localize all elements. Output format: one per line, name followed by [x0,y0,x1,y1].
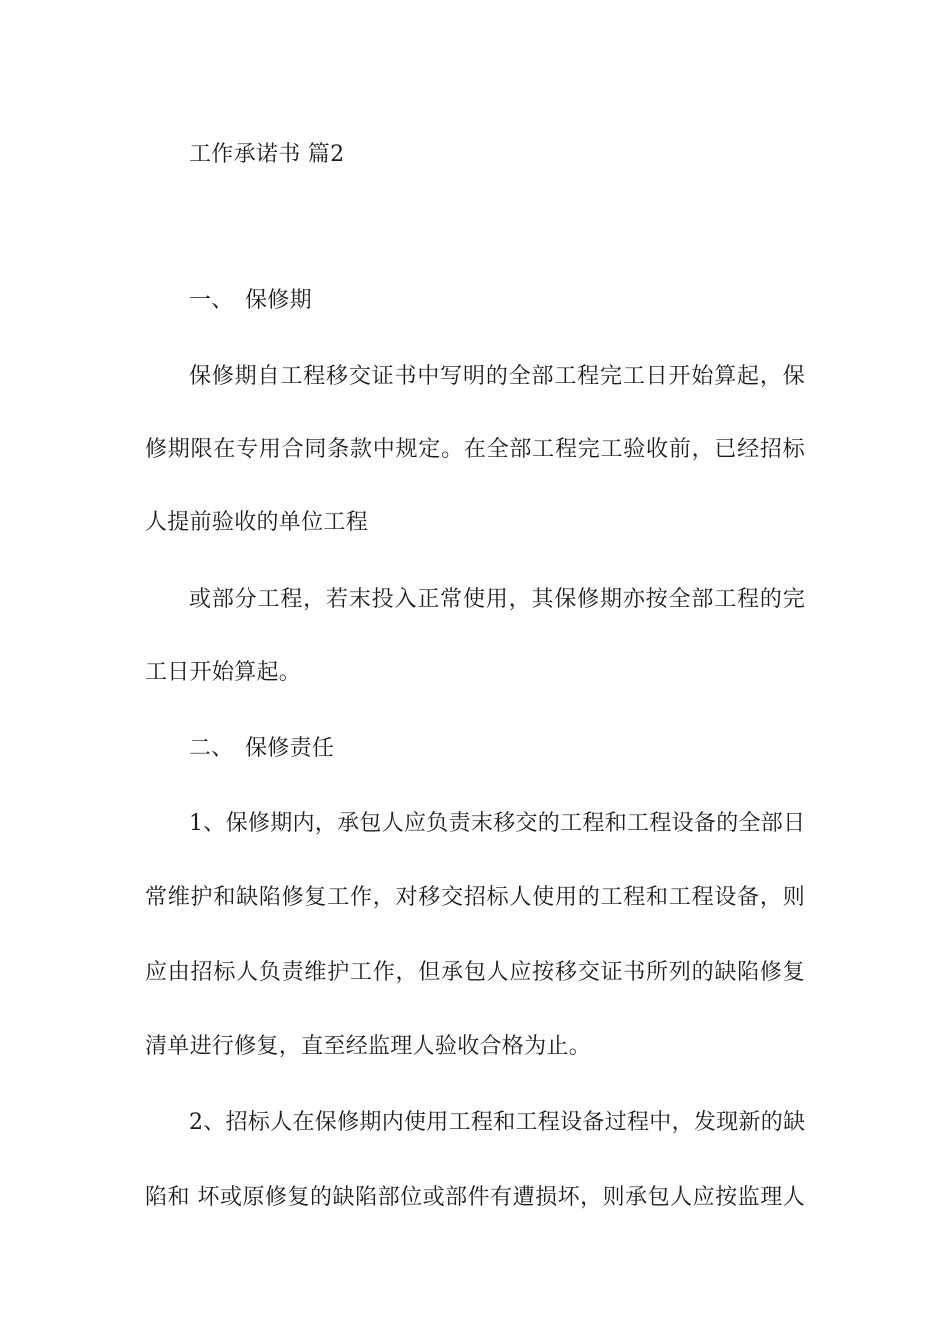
section-2-item-2-line-2: 陷和 坏或原修复的缺陷部位或部件有遭损坏，则承包人应按监理人 [145,1185,805,1210]
section-2-number: 二、 [189,736,234,761]
section-2-item-2-line-1: 2、招标人在保修期内使用工程和工程设备过程中，发现新的缺 [189,1110,806,1135]
section-2-item-1-line-2: 常维护和缺陷修复工作，对移交招标人使用的工程和工程设备，则 [145,885,805,910]
section-2-item-1-line-3: 应由招标人负责维护工作，但承包人应按移交证书所列的缺陷修复 [145,960,805,985]
section-1-number: 一、 [189,288,234,313]
document-title: 工作承诺书 篇2 [189,142,345,167]
section-2-title: 保修责任 [245,736,335,761]
section-1-heading [189,286,805,316]
section-2-item-1-line-4: 清单进行修复，直至经监理人验收合格为止。 [145,1034,592,1059]
section-2-item-1-line-1: 1、保修期内，承包人应负责末移交的工程和工程设备的全部日 [189,811,806,836]
section-2-heading [189,734,805,764]
section-1-para-1-line-1: 保修期自工程移交证书中写明的全部工程完工日开始算起，保 [189,364,805,389]
section-1-para-1-line-3: 人提前验收的单位工程 [145,510,369,535]
section-1-para-1-line-2: 修期限在专用合同条款中规定。在全部工程完工验收前，已经招标 [145,437,805,462]
section-1-para-2-line-1: 或部分工程，若末投入正常使用，其保修期亦按全部工程的完 [189,587,805,612]
section-1-title: 保修期 [245,288,312,313]
section-1-para-2-line-2: 工日开始算起。 [145,660,302,685]
